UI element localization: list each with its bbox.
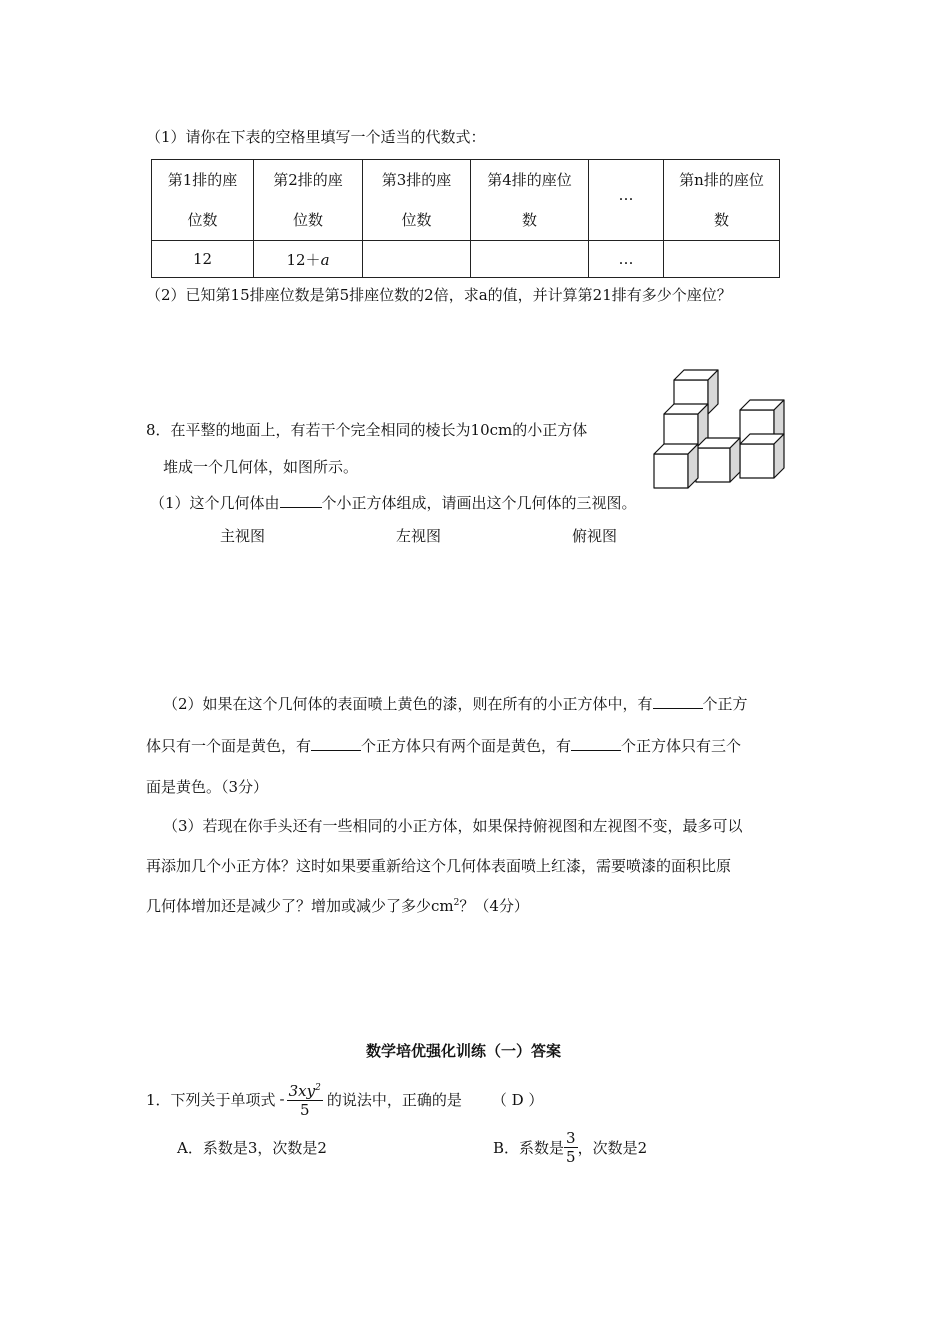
table-cell: … (589, 241, 664, 278)
q8-line2: 堆成一个几何体，如图所示。 (163, 458, 359, 476)
cube (740, 434, 784, 478)
q8-part3-line3: 几何体增加还是减少了？增加或减少了多少$cm^2$？（4分） (146, 897, 529, 915)
blank-line (653, 694, 703, 709)
q8-part3-line1: （3）若现在你手头还有一些相同的小正方体，如果保持俯视图和左视图不变，最多可以 (163, 817, 743, 835)
option-a: A．系数是3，次数是2 (177, 1139, 327, 1157)
q8-part2-line3: 面是黄色。（3分） (146, 778, 269, 796)
table-header-ellipsis: … (589, 160, 664, 241)
coefficient-fraction: $\frac{3}{5}$ (566, 1128, 576, 1166)
q8-line1: 8．在平整的地面上，有若干个完全相同的棱长为10cm的小正方体 (146, 421, 588, 439)
q8-part2-line1: （2）如果在这个几何体的表面喷上黄色的漆，则在所有的小正方体中，有 个正方 (163, 695, 748, 713)
q7-part2: （2）已知第15排座位数是第5排座位数的2倍，求a的值，并计算第21排有多少个座位？ (146, 286, 732, 304)
table-cell (471, 241, 589, 278)
answer-choice: （ D ） (491, 1090, 544, 1109)
table-cell (363, 241, 471, 278)
answers-title: 数学培优强化训练（一）答案 (366, 1042, 562, 1060)
blank-line (311, 736, 361, 751)
blank-line (280, 493, 322, 508)
left-view-label: 左视图 (396, 527, 442, 545)
q8-part3-line2: 再添加几个小正方体？这时如果要重新给这个几何体表面喷上红漆，需要喷漆的面积比原 (146, 857, 732, 875)
answer-q1: 1．下列关于单项式 - $\frac{3xy^2}{5}$ 的说法中，正确的是 （ D ） (146, 1074, 543, 1124)
table-header-cell: 第3排的座 位数 (363, 160, 471, 241)
front-view-label: 主视图 (220, 527, 266, 545)
table-header-cell: 第1排的座 位数 (152, 160, 254, 241)
cube (664, 404, 708, 448)
cube-stack-figure (650, 366, 790, 494)
monomial-fraction: $\frac{3xy^2}{5}$ (287, 1079, 323, 1119)
table-cell: 12＋a (254, 241, 363, 278)
table-cell: 12 (152, 241, 254, 278)
q7-part1: （1）请你在下表的空格里填写一个适当的代数式： (146, 128, 486, 146)
cube (696, 438, 740, 482)
top-view-label: 俯视图 (572, 527, 618, 545)
table-cell (664, 241, 780, 278)
table-header-cell: 第n排的座位 数 (664, 160, 780, 241)
seat-table (151, 159, 780, 278)
blank-line (571, 736, 621, 751)
cube (654, 444, 698, 488)
q8-part1: （1）这个几何体由 个小正方体组成，请画出这个几何体的三视图。 (150, 494, 637, 512)
q8-part2-line2: 体只有一个面是黄色，有 个正方体只有两个面是黄色，有 个正方体只有三个 (146, 737, 742, 755)
option-b: B．系数是 $\frac{3}{5}$ ，次数是2 (493, 1128, 648, 1166)
table-header-cell: 第2排的座 位数 (254, 160, 363, 241)
table-header-cell: 第4排的座位 数 (471, 160, 589, 241)
